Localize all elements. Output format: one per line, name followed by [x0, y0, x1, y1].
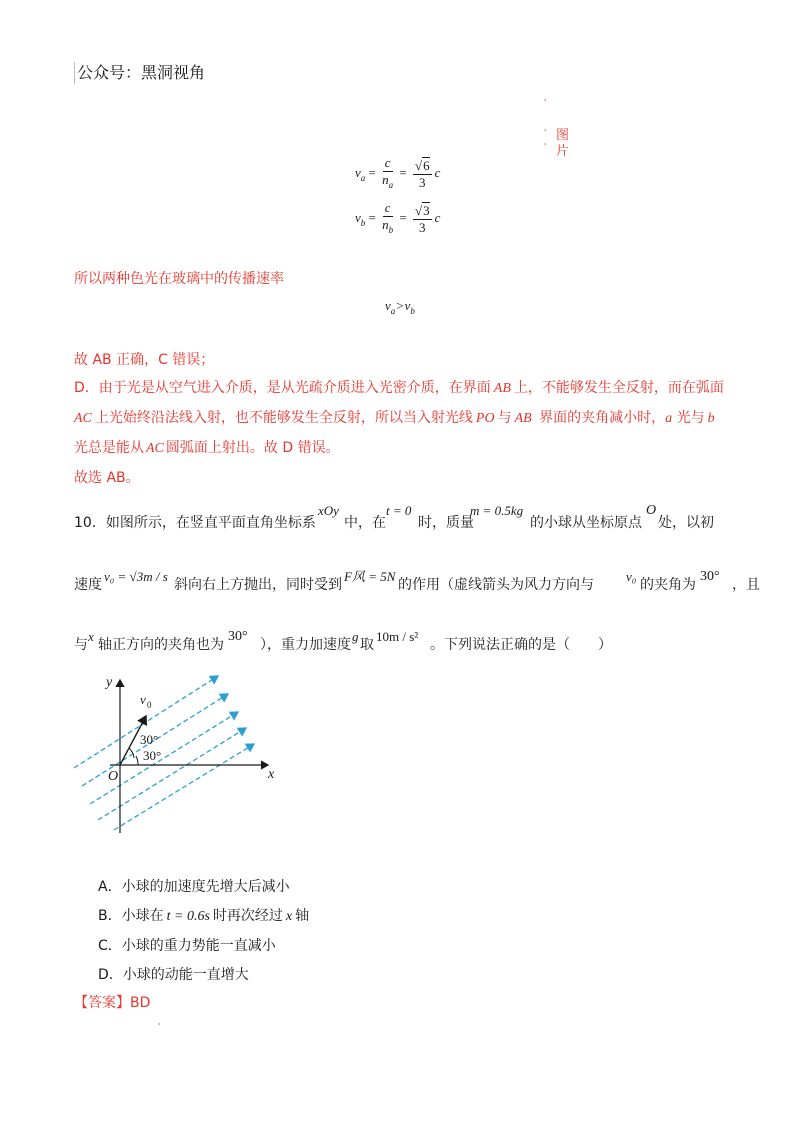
watermark-header — [74, 62, 205, 84]
wind-arrows — [74, 676, 254, 830]
answer-value: BD — [130, 995, 151, 1011]
x-axis-label: x — [268, 767, 275, 782]
y-axis-label: y — [106, 675, 113, 690]
speed-compare: $v_a>v_b$ — [385, 298, 415, 316]
option-a: A．小球的加速度先增大后减小 — [98, 879, 290, 895]
page-mark: ' — [158, 1022, 161, 1031]
watermark-text: 公众号：黑洞视角 — [77, 63, 206, 82]
option-d-explanation-line3: 光总是能从 AC 圆弧面上射出。故 D 错误。 — [74, 440, 340, 456]
origin-label: O — [108, 769, 119, 784]
answer-line — [74, 992, 150, 1012]
v0-sub-label: 0 — [147, 700, 152, 710]
speed-intro: 所以两种色光在玻璃中的传播速率 — [74, 271, 284, 287]
side-note-text: 图 — [556, 128, 570, 143]
option-b: B．小球在 t = 0.6s 时再次经过 x 轴 — [98, 908, 310, 924]
v0-label: v — [140, 692, 146, 707]
option-d-explanation-line1: D．由于光是从空气进入介质，是从光疏介质进入光密介质，在界面 AB 上，不能够发生全反射，而在弧面 — [74, 380, 724, 396]
option-d: D．小球的动能一直增大 — [98, 967, 249, 983]
equation-va: $v_a$ = $\frac{c}{n_a}$ = $\frac{√6}{3}$ c — [355, 155, 441, 190]
conclusion-ab: 故 AB 正确，C 错误； — [74, 352, 215, 368]
option-d-explanation-line2: AC 上光始终沿法线入射，也不能够发生全反射，所以当入射光线 PO 与 AB 界面的夹角减小时，a 光与 b — [74, 410, 715, 426]
answer-label: 【答案】 — [74, 995, 130, 1011]
option-c: C．小球的重力势能一直减小 — [98, 938, 276, 954]
side-note-tail: 片 — [556, 144, 570, 159]
side-note — [556, 128, 570, 159]
angle-bottom-label: 30° — [143, 748, 162, 763]
side-note-marks: ' ' ' — [544, 98, 547, 151]
final-choice: 故选 AB。 — [74, 470, 140, 486]
angle-top-label: 30° — [140, 732, 159, 747]
equation-vb: $v_b$ = $\frac{c}{n_b}$ = $\frac{√3}{3}$ c — [355, 200, 441, 235]
coordinate-figure — [68, 668, 288, 838]
